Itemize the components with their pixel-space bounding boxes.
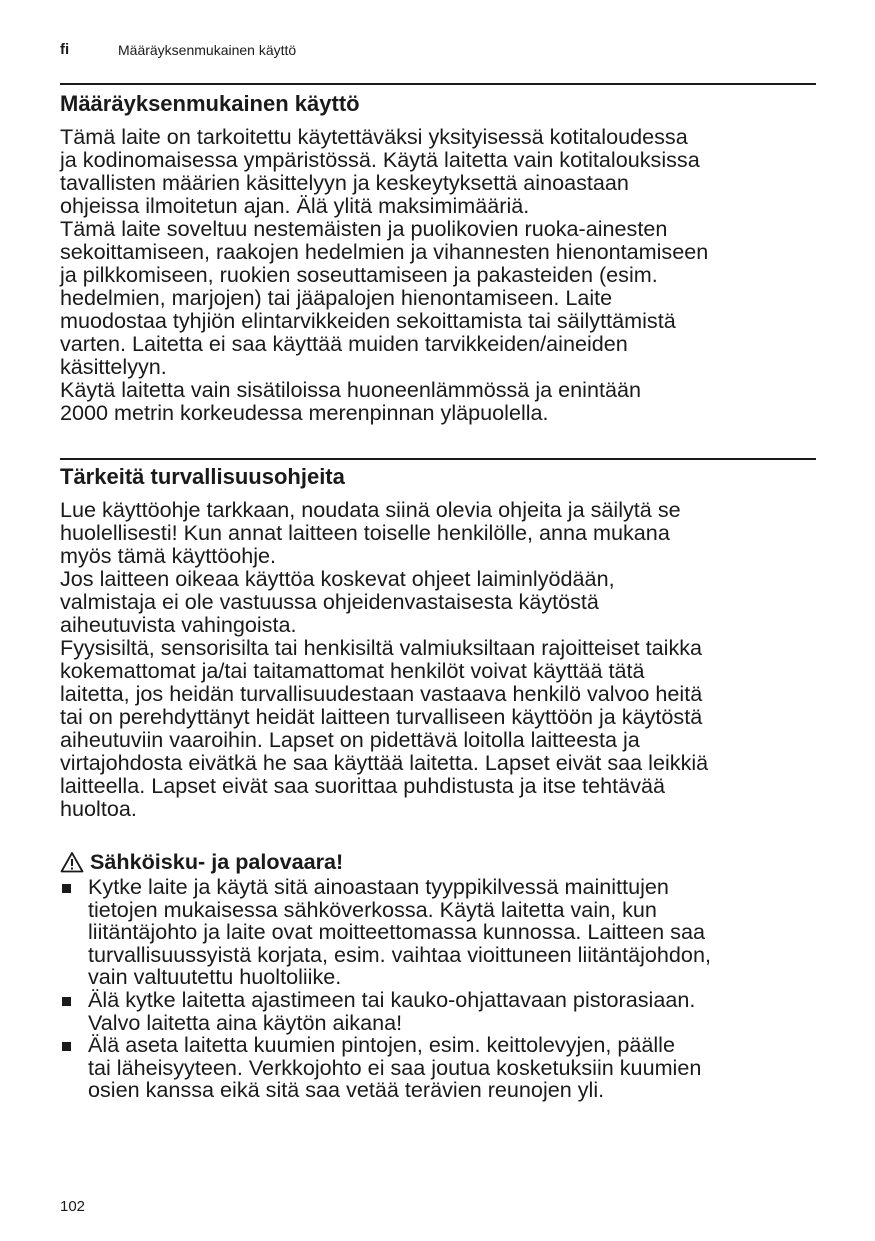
text-line: 2000 metrin korkeudessa merenpinnan yläpuolella.	[60, 400, 549, 425]
text-line: muodostaa tyhjiön elintarvikkeiden sekoittamista tai säilyttämistä	[60, 308, 676, 333]
list-item-text	[88, 1034, 701, 1102]
warning-bullet-list	[60, 876, 711, 1102]
text-line: osien kanssa eikä sitä saa vetää terävien reunojen yli.	[88, 1077, 605, 1103]
text-line: kokemattomat ja/tai taitamattomat henkilöt voivat käyttää tätä	[60, 658, 645, 683]
section-body-intended-use	[60, 125, 708, 424]
text-line: ohjeissa ilmoitetun ajan. Älä ylitä maksimimääriä.	[60, 193, 530, 218]
text-line: käsittelyyn.	[60, 354, 167, 379]
section-heading-intended-use: Määräyksenmukainen käyttö	[60, 91, 360, 116]
text-line: Lue käyttöohje tarkkaan, noudata siinä olevia ohjeita ja säilytä se	[60, 497, 681, 522]
text-line: laitetta, jos heidän turvallisuudestaan vastaava henkilö valvoo heitä	[60, 681, 703, 706]
text-line: huoltoa.	[60, 796, 137, 821]
text-line: vain valtuutettu huoltoliike.	[88, 964, 342, 990]
text-line: tavallisten määrien käsittelyyn ja keskeytyksettä ainoastaan	[60, 170, 629, 195]
text-line: Valvo laitetta aina käytön aikana!	[88, 1009, 403, 1035]
text-line: laitteella. Lapset eivät saa suorittaa puhdistusta ja itse tehtävää	[60, 773, 666, 798]
text-line: valmistaja ei ole vastuussa ohjeidenvastaisesta käytöstä	[60, 589, 599, 614]
list-item-text	[88, 986, 696, 1035]
text-line: varten. Laitetta ei saa käyttää muiden tarvikkeiden/aineiden	[60, 331, 628, 356]
text-line: Jos laitteen oikeaa käyttöa koskevat ohjeet laiminlyödään,	[60, 566, 615, 591]
square-bullet-icon	[60, 876, 88, 989]
text-line: sekoittamiseen, raakojen hedelmien ja vihannesten hienontamiseen	[60, 239, 709, 264]
list-item-text	[88, 876, 711, 989]
language-code: fi	[60, 41, 70, 58]
text-line: tai on perehdyttänyt heidät laitteen turvalliseen käyttöön ja käytöstä	[60, 704, 703, 729]
text-line: virtajohdosta eivätkä he saa käyttää laitetta. Lapset eivät saa leikkiä	[60, 750, 709, 775]
text-line: turvallisuussyistä korjata, esim. vaihtaa vioittuneen liitäntäjohdon,	[88, 941, 711, 967]
text-line: Tämä laite soveltuu nestemäisten ja puolikovien ruoka-ainesten	[60, 216, 668, 241]
text-line: Älä aseta laitetta kuumien pintojen, esim. keittolevyjen, päälle	[88, 1032, 675, 1058]
square-bullet-icon	[60, 1034, 88, 1102]
text-line: hedelmien, marjojen) tai jääpalojen hienontamiseen. Laite	[60, 285, 613, 310]
text-line: huolellisesti! Kun annat laitteen toiselle henkilölle, anna mukana	[60, 520, 670, 545]
text-line: liitäntäjohto ja laite ovat moitteettomassa kunnossa. Laitteen saa	[88, 919, 705, 945]
warning-title: Sähköisku- ja palovaara!	[90, 849, 344, 874]
list-item	[60, 1034, 711, 1102]
text-line: aiheutuviin vaaroihin. Lapset on pidettävä loitolla laitteesta ja	[60, 727, 640, 752]
text-line: tai läheisyyteen. Verkkojohto ei saa joutua kosketuksiin kuumien	[88, 1054, 702, 1080]
text-line: aiheutuvista vahingoista.	[60, 612, 297, 637]
running-header-title: Määräyksenmukainen käyttö	[118, 42, 297, 58]
text-line: Fyysisiltä, sensorisilta tai henkisiltä valmiuksiltaan rajoitteiset taikka	[60, 635, 703, 660]
square-bullet-icon	[60, 989, 88, 1034]
text-line: Tämä laite on tarkoitettu käytettäväksi yksityisessä kotitaloudessa	[60, 124, 688, 149]
section-divider	[60, 458, 816, 460]
text-line: ja kodinomaisessa ympäristössä. Käytä laitetta vain kotitalouksissa	[60, 147, 700, 172]
warning-heading	[60, 850, 343, 874]
list-item	[60, 986, 711, 1035]
text-line: ja pilkkomiseen, ruokien soseuttamiseen ja pakasteiden (esim.	[60, 262, 658, 287]
section-body-safety	[60, 498, 708, 820]
section-divider	[60, 83, 816, 85]
list-item	[60, 876, 711, 989]
page-number: 102	[60, 1198, 86, 1215]
text-line: myös tämä käyttöohje.	[60, 543, 277, 568]
text-line: Kytke laite ja käytä sitä ainoastaan tyyppikilvessä mainittujen	[88, 874, 669, 899]
text-line: tietojen mukaisessa sähköverkossa. Käytä laitetta vain, kun	[88, 896, 657, 922]
text-line: Käytä laitetta vain sisätiloissa huoneenlämmössä ja enintään	[60, 377, 641, 402]
text-line: Älä kytke laitetta ajastimeen tai kauko-ohjattavaan pistorasiaan.	[88, 986, 696, 1012]
section-heading-safety: Tärkeitä turvallisuusohjeita	[60, 464, 345, 489]
warning-triangle-icon	[60, 851, 84, 873]
